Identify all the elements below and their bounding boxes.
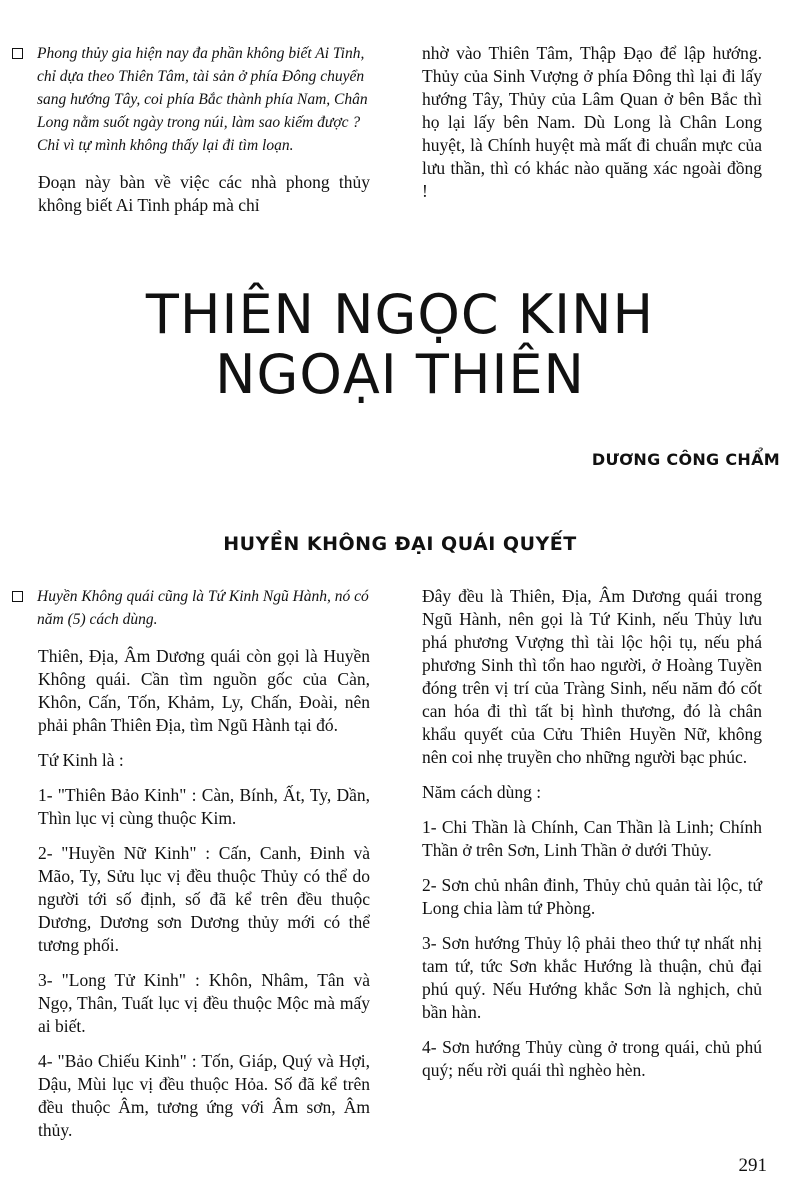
paragraph: 3- "Long Tử Kinh" : Khôn, Nhâm, Tân và Ngọ, Thân, Tuất lục vị đều thuộc Mộc mà mấy ai biết. xyxy=(38,970,370,1036)
chapter-title-line1: THIÊN NGỌC KINH xyxy=(145,283,655,346)
bullet-note-top xyxy=(8,42,370,171)
chapter-title xyxy=(0,285,800,405)
paragraph: 1- Chi Thần là Chính, Can Thần là Linh; Chính Thần ở trên Sơn, Linh Thần ở dưới Thủy. xyxy=(422,817,762,860)
bottom-left-body xyxy=(8,645,370,1142)
page-number: 291 xyxy=(738,1155,767,1176)
bullet-note-bottom xyxy=(8,585,370,645)
paragraph: Năm cách dùng : xyxy=(422,782,542,802)
intro-italic-top: Phong thủy gia hiện nay đa phần không biết Ai Tinh, chỉ dựa theo Thiên Tâm, tài sản ở phía Đông chuyển sang hướng Tây, coi phía Bắc thành phía Nam, Chân Long nằm suốt ngày trong núi, làm sao kiếm được ? Chỉ vì tự mình không thấy lại đi tìm loạn. xyxy=(37,45,368,154)
square-bullet-icon xyxy=(12,591,23,602)
top-left-column xyxy=(8,42,370,229)
paragraph: 3- Sơn hướng Thủy lộ phải theo thứ tự nhất nhị tam tứ, tức Sơn khắc Hướng là thuận, chủ đại phú quý. Nếu Hướng khắc Sơn là nghịch, chủ bần hàn. xyxy=(422,933,762,1022)
paragraph: 1- "Thiên Bảo Kinh" : Càn, Bính, Ất, Ty, Dần, Thìn lục vị cùng thuộc Kim. xyxy=(38,785,370,828)
intro-italic-bottom: Huyền Không quái cũng là Tứ Kinh Ngũ Hành, nó có năm (5) cách dùng. xyxy=(37,588,369,628)
square-bullet-icon xyxy=(12,48,23,59)
paragraph-top-left: Đoạn này bàn về việc các nhà phong thủy không biết Ai Tinh pháp mà chỉ xyxy=(38,172,370,215)
paragraph: Thiên, Địa, Âm Dương quái còn gọi là Huyền Không quái. Cần tìm nguồn gốc của Càn, Khôn, Cấn, Tốn, Khảm, Ly, Chấn, Đoài, nên phải phân Thiên Địa, tìm Ngũ Hành tại đó. xyxy=(38,646,370,735)
paragraph: 2- "Huyền Nữ Kinh" : Cấn, Canh, Đinh và Mão, Ty, Sửu lục vị đều thuộc Thủy có thể do người tới số định, số đã kể trên đều thuộc Dương, Dương sơn Dương thủy mới có thể tương phối. xyxy=(38,843,370,955)
paragraph: Tứ Kinh là : xyxy=(38,750,124,770)
top-right-column xyxy=(422,42,762,215)
paragraph-top-right: nhờ vào Thiên Tâm, Thập Đạo để lập hướng. Thủy của Sinh Vượng ở phía Đông thì lại đi lấy hướng Tây, Thủy của Lâm Quan ở bên Bắc thì họ lại lấy bên Nam. Dù Long là Chân Long huyệt, là Chính huyệt mà mất đi chuẩn mực của lưu thần, thì có khác nào quăng xác ngoài đồng ! xyxy=(422,43,762,201)
bottom-left-column xyxy=(8,585,370,1154)
paragraph: 2- Sơn chủ nhân đinh, Thủy chủ quản tài lộc, tứ Long chia làm tứ Phòng. xyxy=(422,875,762,918)
chapter-title-line2: NGOẠI THIÊN xyxy=(215,343,585,406)
bottom-right-column xyxy=(422,585,762,1094)
section-title: HUYỀN KHÔNG ĐẠI QUÁI QUYẾT xyxy=(223,533,577,555)
author-name: DƯƠNG CÔNG CHẨM xyxy=(591,450,780,469)
paragraph: 4- "Bảo Chiếu Kinh" : Tốn, Giáp, Quý và Hợi, Dậu, Mùi lục vị đều thuộc Hỏa. Số đã kể trên đều thuộc Âm, tương ứng với Âm sơn, Âm thủy. xyxy=(38,1051,370,1140)
paragraph: 4- Sơn hướng Thủy cùng ở trong quái, chủ phú quý; nếu rời quái thì nghèo hèn. xyxy=(422,1037,762,1080)
paragraph: Đây đều là Thiên, Địa, Âm Dương quái trong Ngũ Hành, nên gọi là Tứ Kinh, nếu Thủy lưu phá phương Vượng thì tài lộc hội tụ, nếu phá phương Sinh thì tổn hao người, ở Hoàng Tuyền đóng trên vị trí của Tràng Sinh, nếu năm đó cốt can hóa đi thì tất bị hình thương, đó là chân khẩu quyết của Cửu Thiên Huyền Nữ, không nên coi nhẹ truyền cho những người bạc phúc. xyxy=(422,586,762,767)
